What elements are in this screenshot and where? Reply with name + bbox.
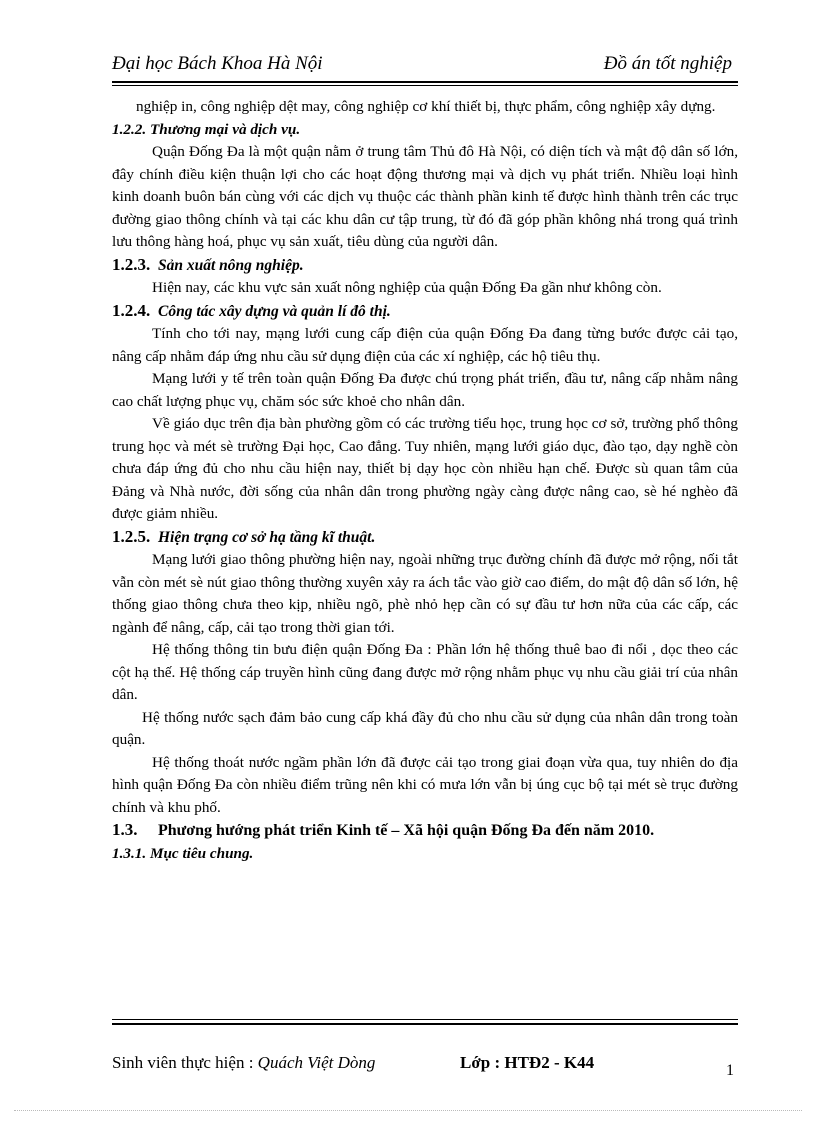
footer-student-label: Sinh viên thực hiện :: [112, 1053, 258, 1072]
paragraph-drainage: Hệ thống thoát nước ngầm phần lớn đã được cải tạo trong giai đoạn vừa qua, tuy nhiên do địa hình quận Đống Đa còn nhiều điểm trũng nên khi có mưa lớn vẫn bị úng cục bộ tại mét sè trục đường chính và khu phố.: [112, 753, 738, 816]
heading-number: 1.2.4.: [112, 300, 151, 320]
paragraph-agriculture: Hiện nay, các khu vực sản xuất nông nghiệp của quận Đống Đa gần như không còn.: [152, 279, 662, 296]
heading-1-2-4: [112, 300, 738, 324]
header-document-type: Đồ án tốt nghiệp: [603, 53, 732, 74]
header-rule-thick: [112, 81, 738, 83]
header-rule-thin: [112, 85, 738, 86]
heading-1-2-3: [112, 254, 738, 278]
paragraph-education: Về giáo dục trên địa bàn phường gồm có các trường tiểu học, trung học cơ sở, trường phổ thông trung học và mét sè trường Đại học, Cao đẳng. Tuy nhiên, mạng lưới giáo dục, đào tạo, dạy nghề còn chưa đáp ứng đủ cho nhu cầu hiện nay, thiết bị dạy học còn nhiều hạn chế. Được sù quan tâm của Đảng và Nhà nước, đời sống của nhân dân trong phường ngày càng được nâng cao, sè hé nghèo đã được giảm nhiều.: [112, 415, 738, 522]
footer-rule-thick: [112, 1023, 738, 1025]
heading-1-3-1: 1.3.1. Mục tiêu chung.: [112, 844, 254, 862]
paragraph-water-supply: Hệ thống nước sạch đảm bảo cung cấp khá đầy đủ cho nhu cầu sử dụng của nhân dân trong toàn quận.: [112, 708, 738, 748]
header-university: Đại học Bách Khoa Hà Nội: [112, 53, 323, 74]
paragraph-electricity: Tính cho tới nay, mạng lưới cung cấp điện của quận Đống Đa đang từng bước được cải tạo, nâng cấp nhằm đáp ứng nhu cầu sử dụng điện của các xí nghiệp, các hộ tiêu thụ.: [112, 325, 738, 365]
paragraph-commerce: Quận Đống Đa là một quận nằm ở trung tâm Thủ đô Hà Nội, có diện tích và mật độ dân số lớn, đây chính điều kiện thuận lợi cho các hoạt động thương mại và dịch vụ phát triển. Nhiều loại hình kinh doanh buôn bán cùng với các dịch vụ thuộc các thành phần kinh tế được hình thành trên các trục đường giao thông chính và tại các khu dân cư tập trung, từ đó đã góp phần không nhá trong quá trình lưu thông hàng hoá, phục vụ sản xuất, tiêu dùng của người dân.: [112, 143, 738, 250]
heading-1-2-5: [112, 526, 738, 550]
heading-number: 1.3.: [112, 820, 138, 839]
heading-text: Phương hướng phát triển Kinh tế – Xã hội quận Đống Đa đến năm 2010.: [158, 822, 655, 839]
intro-paragraph: nghiệp in, công nghiệp dệt may, công nghiệp cơ khí thiết bị, thực phẩm, công nghiệp xây dựng.: [136, 98, 716, 115]
footer-student: [112, 1052, 375, 1074]
paragraph-traffic: Mạng lưới giao thông phường hiện nay, ngoài những trục đường chính đã được mở rộng, nối tắt vẫn còn mét sè nút giao thông thường xuyên xảy ra ách tắc vào giờ cao điểm, do mật độ dân số lớn, hệ thống giao thông chưa theo kịp, nhiều ngõ, phè nhỏ hẹp cần có sự đầu tư hơn nữa của các cấp, các ngành để nâng, cấp, cải tạo trong thời gian tới.: [112, 551, 738, 636]
footer-student-name: Quách Việt Dòng: [257, 1053, 376, 1072]
heading-text: Sản xuất nông nghiệp.: [158, 256, 304, 274]
paragraph-healthcare: Mạng lưới y tế trên toàn quận Đống Đa được chú trọng phát triển, đầu tư, nâng cấp nhằm nâng cao chất lượng phục vụ, chăm sóc sức khoẻ cho nhân dân.: [112, 370, 738, 410]
page-edge-dotted-line: [14, 1110, 802, 1111]
page-number: 1: [726, 1062, 734, 1079]
body-content: [112, 96, 738, 865]
heading-1-3: [112, 819, 738, 843]
heading-number: 1.2.3.: [112, 254, 151, 274]
footer-class: Lớp : HTĐ2 - K44: [460, 1053, 595, 1072]
heading-1-2-2: 1.2.2. Thương mại và dịch vụ.: [112, 120, 301, 138]
heading-number: 1.2.5.: [112, 526, 151, 546]
paragraph-telecom: Hệ thống thông tin bưu điện quận Đống Đa : Phần lớn hệ thống thuê bao đi nổi , dọc theo các cột hạ thế. Hệ thống cáp truyền hình cũng đang được mở rộng nhằm phục vụ nhu cầu giải trí của nhân dân.: [112, 641, 738, 703]
heading-text: Hiện trạng cơ sở hạ tầng kĩ thuật.: [158, 528, 376, 546]
footer-rule-thin: [112, 1019, 738, 1020]
heading-text: Công tác xây dựng và quản lí đô thị.: [158, 302, 391, 320]
